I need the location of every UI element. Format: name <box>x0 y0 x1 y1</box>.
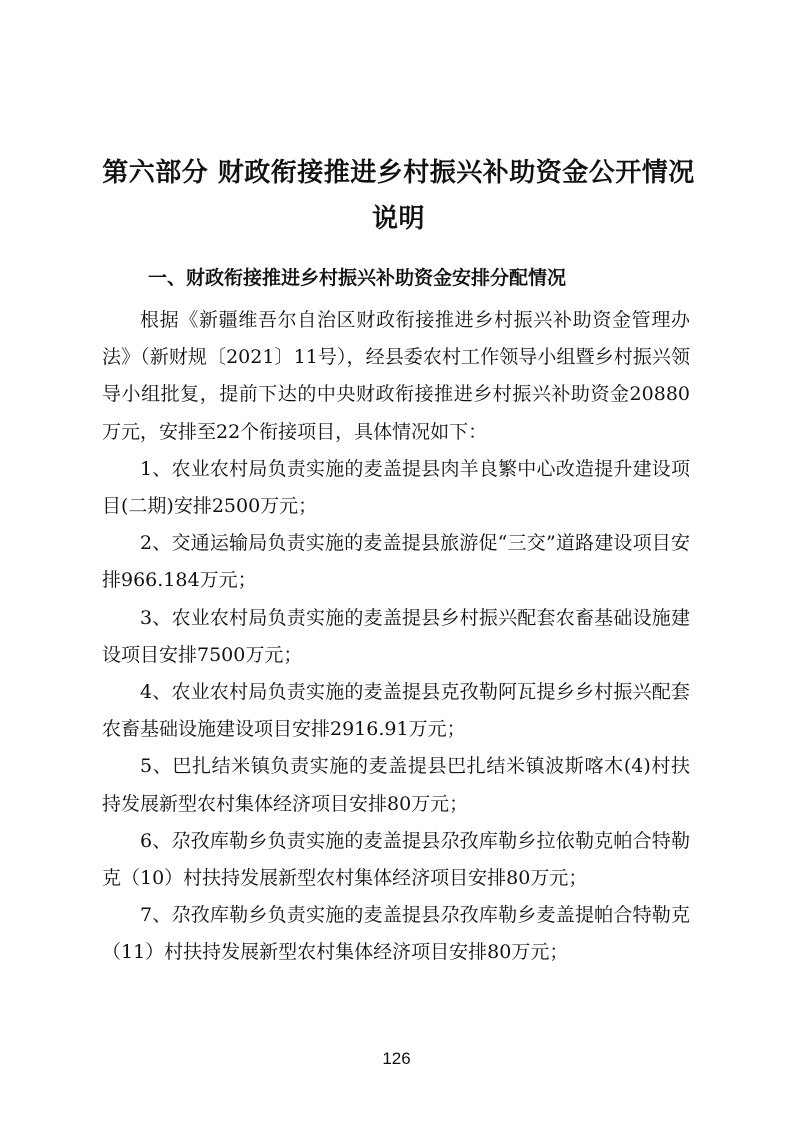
section-heading: 一、财政衔接推进乡村振兴补助资金安排分配情况 <box>148 267 567 289</box>
paragraph-item-5: 5、巴扎结米镇负责实施的麦盖提县巴扎结米镇波斯喀木(4)村扶持发展新型农村集体经济项目安排80万元； <box>102 755 690 815</box>
paragraph-intro: 根据《新疆维吾尔自治区财政衔接推进乡村振兴补助资金管理办法》（新财规〔2021〕11号），经县委农村工作领导小组暨乡村振兴领导小组批复，提前下达的中央财政衔接推进乡村振兴补助资金20880万元，安排至22个衔接项目，具体情况如下： <box>102 309 690 443</box>
paragraph-item-2: 2、交通运输局负责实施的麦盖提县旅游促“三交”道路建设项目安排966.184万元； <box>102 532 690 592</box>
body-text <box>102 302 690 972</box>
paragraph-item-7: 7、尕孜库勒乡负责实施的麦盖提县尕孜库勒乡麦盖提帕合特勒克（11）村扶持发展新型农村集体经济项目安排80万元； <box>102 904 690 964</box>
page-number: 126 <box>382 1049 411 1068</box>
paragraph-item-3: 3、农业农村局负责实施的麦盖提县乡村振兴配套农畜基础设施建设项目安排7500万元； <box>102 606 690 666</box>
paragraph-item-1: 1、农业农村局负责实施的麦盖提县肉羊良繁中心改造提升建设项目(二期)安排2500万元； <box>102 457 690 518</box>
page-title: 第六部分 财政衔接推进乡村振兴补助资金公开情况说明 <box>102 158 695 235</box>
paragraph-item-4: 4、农业农村局负责实施的麦盖提县克孜勒阿瓦提乡乡村振兴配套农畜基础设施建设项目安排2916.91万元； <box>102 681 690 741</box>
paragraph-item-6: 6、尕孜库勒乡负责实施的麦盖提县尕孜库勒乡拉依勒克帕合特勒克（10）村扶持发展新型农村集体经济项目安排80万元； <box>102 829 690 890</box>
